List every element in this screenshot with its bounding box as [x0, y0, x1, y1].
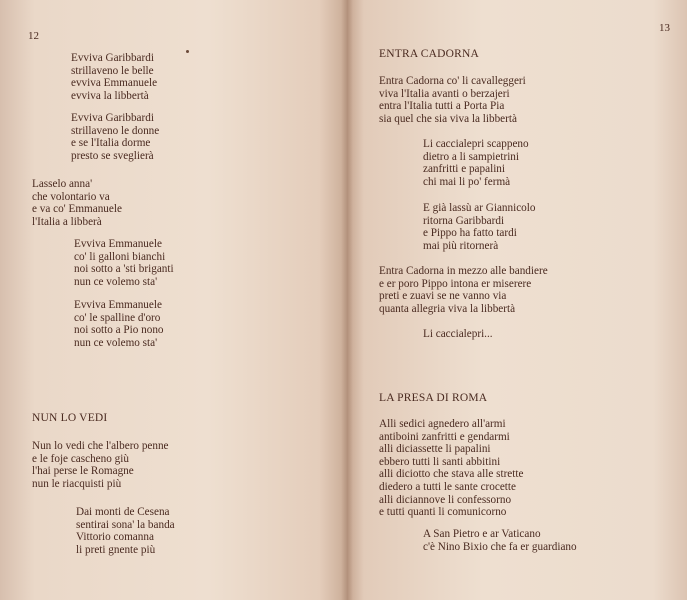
verse-line: nun le riacquisti più	[32, 477, 122, 490]
verse-line: alli diciotto che stava alle strette	[379, 468, 524, 481]
verse-line: e Pippo ha fatto tardi	[423, 227, 517, 240]
verse-line: c'è Nino Bixio che fa er guardiano	[423, 540, 577, 553]
stanza	[423, 528, 577, 553]
stanza	[71, 52, 157, 102]
verse-line: diedero a tutti le sante crocette	[379, 480, 516, 493]
verse-line: Entra Cadorna co' li cavalleggeri	[379, 75, 526, 87]
verse-line: sia quel che sia viva la libbertà	[379, 112, 517, 125]
verse-line: e se l'Italia dorme	[71, 137, 151, 150]
verse-line: evviva Emmanuele	[71, 77, 158, 90]
verse-line: co' le spalline d'oro	[74, 311, 161, 324]
verse-line: strillaveno le belle	[71, 64, 154, 77]
verse-line: chi mai li po' fermà	[423, 175, 511, 188]
stanza	[32, 440, 169, 490]
stanza	[423, 202, 535, 252]
verse-line: viva l'Italia avanti o berzajeri	[379, 87, 510, 100]
verse-line: l'Italia a libberà	[32, 215, 102, 228]
verse-line: co' li galloni bianchi	[74, 250, 166, 263]
verse-line: Evviva Emmanuele	[74, 238, 162, 250]
verse-line: noi sotto a 'sti briganti	[74, 263, 174, 276]
verse-line: quanta allegria viva la libbertà	[379, 302, 516, 315]
verse-line: evviva la libbertà	[71, 89, 149, 102]
verse-line: ebbero tutti li santi abbitini	[379, 455, 501, 468]
verse-line: E già lassù ar Giannicolo	[423, 202, 536, 214]
verse-line: nun ce volemo sta'	[74, 275, 158, 288]
book-gutter	[341, 0, 353, 600]
verse-line: mai più ritornerà	[423, 239, 499, 252]
verse-line: noi sotto a Pio nono	[74, 324, 164, 337]
verse-line: nun ce volemo sta'	[74, 336, 158, 349]
verse-line: A San Pietro e ar Vaticano	[423, 528, 541, 540]
page-number-left: 12	[28, 30, 39, 42]
verse-line: preti e zuavi se ne vanno via	[379, 290, 507, 303]
verse-line: e er poro Pippo intona er miserere	[379, 277, 532, 290]
stanza	[379, 75, 526, 125]
stanza	[71, 112, 159, 162]
verse-line: Evviva Garibbardi	[71, 112, 154, 124]
section-title: NUN LO VEDI	[32, 412, 108, 424]
verse-line: ritorna Garibbardi	[423, 214, 505, 227]
stanza	[423, 138, 529, 188]
verse-line: dietro a li sampietrini	[423, 150, 520, 163]
verse-line: l'hai perse le Romagne	[32, 465, 134, 478]
verse-line: sentirai sona' la banda	[76, 518, 175, 531]
stanza	[32, 178, 122, 228]
verse-line: zanfritti e papalini	[423, 163, 506, 176]
stanza	[379, 418, 523, 519]
page-number-right: 13	[659, 22, 670, 34]
verse-line: li preti gnente più	[76, 543, 156, 556]
verse-line: alli diciannove li confessorno	[379, 493, 512, 506]
verse-line: che volontario va	[32, 190, 110, 203]
verse-line: alli diciassette li papalini	[379, 443, 491, 456]
ink-speck	[186, 50, 189, 53]
verse-line: Vittorio comanna	[76, 531, 154, 544]
verse-line: strillaveno le donne	[71, 124, 160, 137]
section-title: LA PRESA DI ROMA	[379, 392, 488, 404]
right-page	[347, 0, 687, 600]
stanza	[423, 328, 493, 341]
verse-line: e le foje cascheno giù	[32, 452, 129, 465]
verse-line: Evviva Emmanuele	[74, 299, 162, 311]
stanza	[74, 299, 164, 349]
verse-line: antiboini zanfritti e gendarmi	[379, 430, 510, 443]
verse-line: Li caccialepri...	[423, 328, 493, 340]
verse-line: Li caccialepri scappeno	[423, 138, 529, 150]
verse-line: e tutti quanti li comunicorno	[379, 506, 507, 519]
verse-line: Lasselo anna'	[32, 178, 93, 190]
verse-line: entra l'Italia tutti a Porta Pia	[379, 100, 505, 113]
stanza	[379, 265, 548, 315]
stanza	[74, 238, 174, 288]
verse-line: e va co' Emmanuele	[32, 203, 122, 216]
verse-line: Alli sedici agnedero all'armi	[379, 418, 506, 430]
stanza	[76, 506, 175, 556]
verse-line: Nun lo vedi che l'albero penne	[32, 440, 169, 452]
verse-line: presto se sveglierà	[71, 149, 154, 162]
section-title: ENTRA CADORNA	[379, 48, 480, 60]
verse-line: Evviva Garibbardi	[71, 52, 154, 64]
verse-line: Dai monti de Cesena	[76, 506, 170, 518]
verse-line: Entra Cadorna in mezzo alle bandiere	[379, 265, 548, 277]
